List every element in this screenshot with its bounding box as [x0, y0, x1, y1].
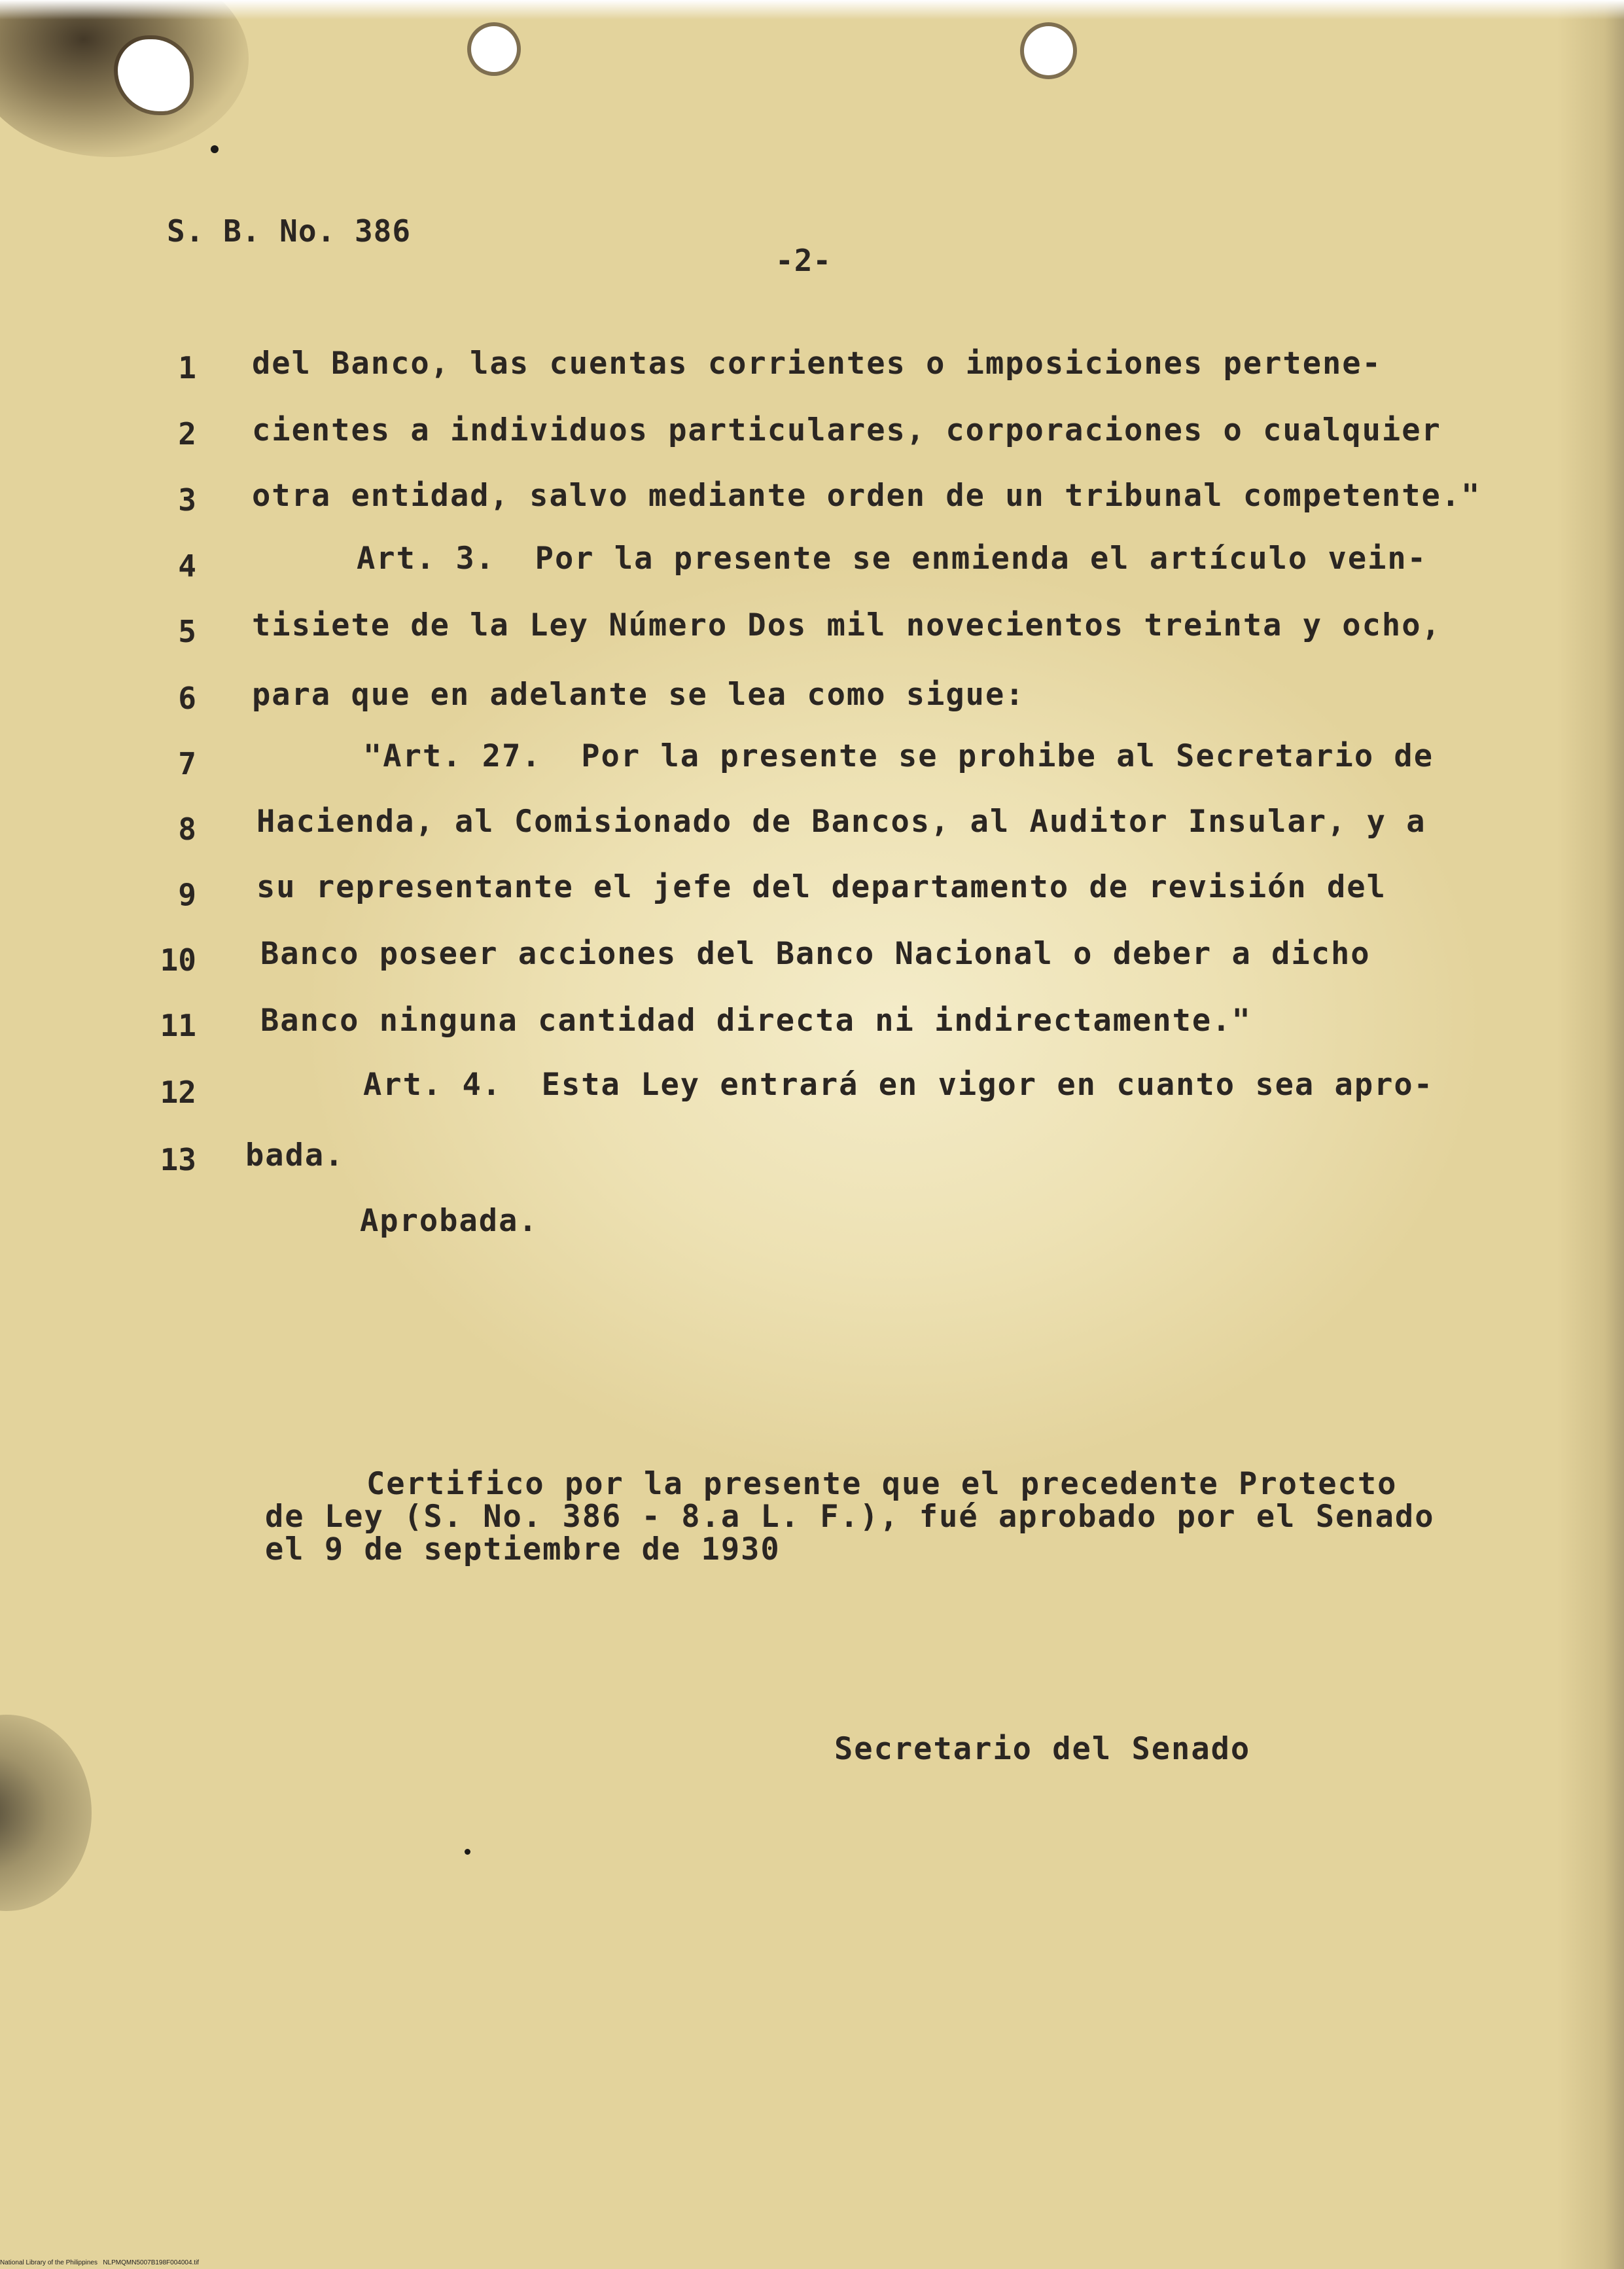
line-number: 3	[178, 482, 196, 518]
ink-speck	[465, 1849, 470, 1855]
body-line: Banco ninguna cantidad directa ni indirectamente."	[260, 1003, 1252, 1039]
line-number: 13	[160, 1142, 196, 1177]
scan-footer	[0, 2259, 199, 2266]
body-line: del Banco, las cuentas corrientes o imposiciones pertene-	[252, 346, 1382, 382]
page-number: -2-	[775, 243, 832, 278]
page-edge	[0, 0, 1624, 20]
bill-number: S. B. No. 386	[167, 213, 412, 249]
body-line: otra entidad, salvo mediante orden de un tribunal competente."	[252, 478, 1481, 514]
body-line: bada.	[245, 1137, 345, 1173]
body-line: cientes a individuos particulares, corporaciones o cualquier	[252, 412, 1441, 448]
punch-hole	[118, 39, 190, 111]
file-id: NLPMQMN5007B198F004004.tif	[103, 2259, 200, 2266]
line-number: 9	[178, 877, 196, 912]
approved-text: Aprobada.	[360, 1203, 538, 1239]
line-number: 2	[178, 416, 196, 452]
body-line: para que en adelante se lea como sigue:	[252, 677, 1025, 713]
body-line: Hacienda, al Comisionado de Bancos, al Auditor Insular, y a	[256, 804, 1426, 840]
line-number: 4	[178, 548, 196, 584]
punch-hole	[1024, 26, 1073, 75]
body-line: Art. 3. Por la presente se enmienda el artículo vein-	[357, 541, 1428, 577]
body-line: "Art. 27. Por la presente se prohibe al Secretario de	[363, 738, 1434, 774]
body-line: su representante el jefe del departamento de revisión del	[256, 869, 1386, 905]
line-number: 7	[178, 746, 196, 781]
line-number: 6	[178, 681, 196, 716]
body-line: Art. 4. Esta Ley entrará en vigor en cuanto sea apro-	[363, 1067, 1434, 1103]
ink-speck	[211, 145, 219, 153]
burn-stain	[0, 1715, 92, 1911]
signature-title: Secretario del Senado	[834, 1731, 1251, 1767]
line-number: 12	[160, 1075, 196, 1110]
line-number: 11	[160, 1008, 196, 1043]
body-line: tisiete de la Ley Número Dos mil novecientos treinta y ocho,	[252, 607, 1441, 643]
body-line: Banco poseer acciones del Banco Nacional o deber a dicho	[260, 936, 1371, 972]
punch-hole	[471, 26, 517, 72]
line-number: 10	[160, 942, 196, 978]
edge-discoloration	[1557, 0, 1624, 2269]
library-name: National Library of the Philippines	[0, 2259, 97, 2266]
line-number: 5	[178, 614, 196, 649]
line-number: 1	[178, 350, 196, 385]
certification-line: el 9 de septiembre de 1930	[265, 1531, 781, 1567]
certification-line: Certifico por la presente que el precedente Protecto	[366, 1466, 1398, 1502]
certification-line: de Ley (S. No. 386 - 8.a L. F.), fué aprobado por el Senado	[265, 1499, 1435, 1535]
line-number: 8	[178, 812, 196, 847]
